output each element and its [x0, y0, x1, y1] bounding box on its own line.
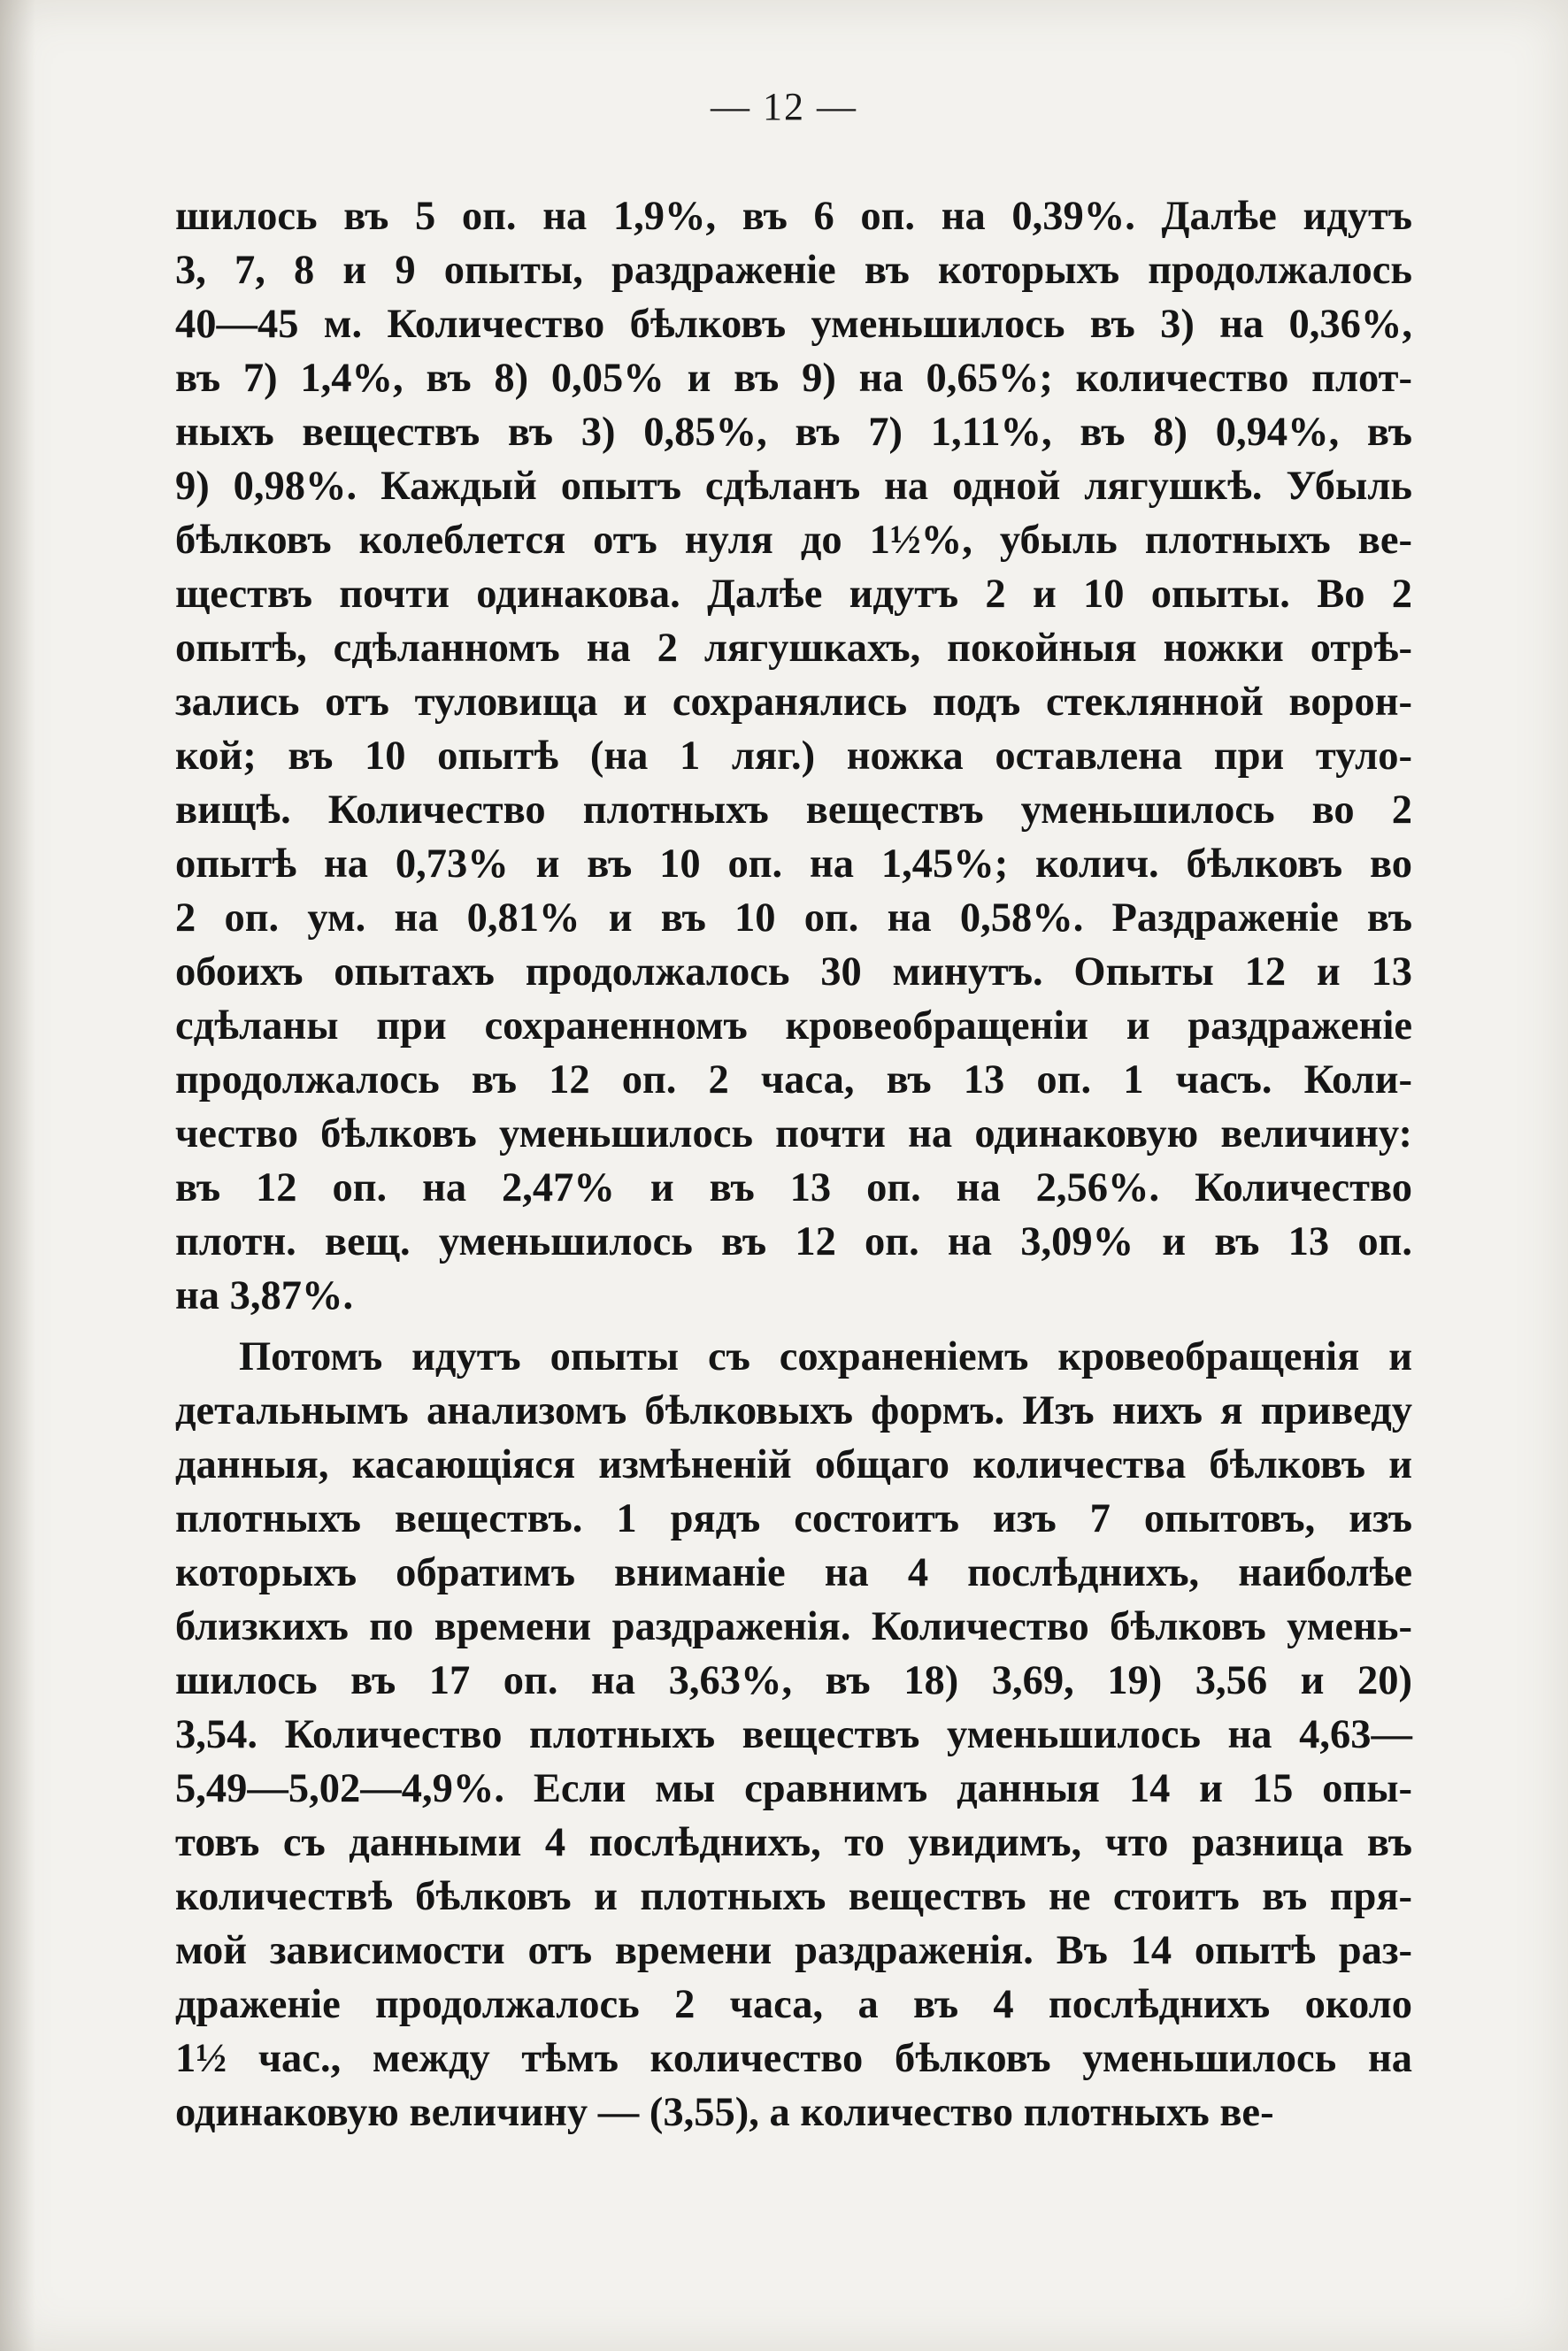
body-text [175, 189, 1412, 2140]
text-line: ныхъ веществъ въ 3) 0,85%, въ 7) 1,11%, въ 8) 0,94%, въ [175, 410, 1412, 455]
text-line: на 3,87%. [175, 1273, 354, 1318]
text-line: детальнымъ анализомъ бѣлковыхъ формъ. Изъ нихъ я приведу [175, 1388, 1412, 1433]
text-line: которыхъ обратимъ вниманіе на 4 послѣднихъ, наиболѣе [175, 1550, 1412, 1595]
paragraph-spacer [175, 1323, 1412, 1330]
text-line: одинаковую величину — (3,55), а количество плотныхъ ве- [175, 2090, 1274, 2135]
text-line: въ 7) 1,4%, въ 8) 0,05% и въ 9) на 0,65%; количество плот- [175, 356, 1412, 401]
text-line: сдѣланы при сохраненномъ кровеобращеніи и раздраженіе [175, 1003, 1412, 1049]
text-line: ществъ почти одинакова. Далѣе идутъ 2 и 10 опыты. Во 2 [175, 572, 1412, 617]
text-line: кой; въ 10 опытѣ (на 1 ляг.) ножка оставлена при туло- [175, 734, 1412, 779]
text-line: обоихъ опытахъ продолжалось 30 минутъ. Опыты 12 и 13 [175, 949, 1412, 995]
text-line: 2 оп. ум. на 0,81% и въ 10 оп. на 0,58%. Раздраженіе въ [175, 895, 1412, 941]
text-line: плотн. вещ. уменьшилось въ 12 оп. на 3,09% и въ 13 оп. [175, 1219, 1412, 1264]
paragraph [175, 1330, 1412, 2140]
text-line: Потомъ идутъ опыты съ сохраненіемъ кровеобращенія и [239, 1334, 1412, 1379]
paragraph [175, 189, 1412, 1323]
text-line: въ 12 оп. на 2,47% и въ 13 оп. на 2,56%. Количество [175, 1165, 1412, 1210]
text-line: мой зависимости отъ времени раздраженія. Въ 14 опытѣ раз- [175, 1928, 1412, 1973]
text-line: продолжалось въ 12 оп. 2 часа, въ 13 оп. 1 часъ. Коли- [175, 1057, 1412, 1103]
text-line: зались отъ туловища и сохранялись подъ стеклянной ворон- [175, 680, 1412, 725]
text-line: чество бѣлковъ уменьшилось почти на одинаковую величину: [175, 1111, 1412, 1156]
text-line: опытѣ, сдѣланномъ на 2 лягушкахъ, покойныя ножки отрѣ- [175, 626, 1412, 671]
text-line: 5,49—5,02—4,9%. Если мы сравнимъ данныя 14 и 15 опы- [175, 1766, 1412, 1811]
text-line: 40—45 м. Количество бѣлковъ уменьшилось въ 3) на 0,36%, [175, 302, 1412, 347]
text-line: 3, 7, 8 и 9 опыты, раздраженіе въ которыхъ продолжалось [175, 248, 1412, 293]
page-number: — 12 — [711, 85, 857, 128]
text-line: 3,54. Количество плотныхъ веществъ уменьшилось на 4,63— [175, 1712, 1412, 1757]
text-line: вищѣ. Количество плотныхъ веществъ уменьшилось во 2 [175, 788, 1412, 833]
text-line: 1½ час., между тѣмъ количество бѣлковъ уменьшилось на [175, 2036, 1412, 2081]
text-line: шилось въ 5 оп. на 1,9%, въ 6 оп. на 0,39%. Далѣе идутъ [175, 194, 1412, 239]
text-line: количествѣ бѣлковъ и плотныхъ веществъ не стоитъ въ пря- [175, 1874, 1412, 1919]
text-line: бѣлковъ колеблется отъ нуля до 1½%, убыль плотныхъ ве- [175, 518, 1412, 563]
text-line: шилось въ 17 оп. на 3,63%, въ 18) 3,69, 19) 3,56 и 20) [175, 1658, 1412, 1703]
text-line: данныя, касающіяся измѣненій общаго количества бѣлковъ и [175, 1442, 1412, 1487]
text-line: товъ съ данными 4 послѣднихъ, то увидимъ, что разница въ [175, 1820, 1412, 1865]
text-line: опытѣ на 0,73% и въ 10 оп. на 1,45%; колич. бѣлковъ во [175, 841, 1412, 887]
text-line: драженіе продолжалось 2 часа, а въ 4 послѣднихъ около [175, 1982, 1412, 2027]
text-line: 9) 0,98%. Каждый опытъ сдѣланъ на одной лягушкѣ. Убыль [175, 464, 1412, 509]
text-line: плотныхъ веществъ. 1 рядъ состоитъ изъ 7 опытовъ, изъ [175, 1496, 1412, 1541]
text-line: близкихъ по времени раздраженія. Количество бѣлковъ умень- [175, 1604, 1412, 1649]
